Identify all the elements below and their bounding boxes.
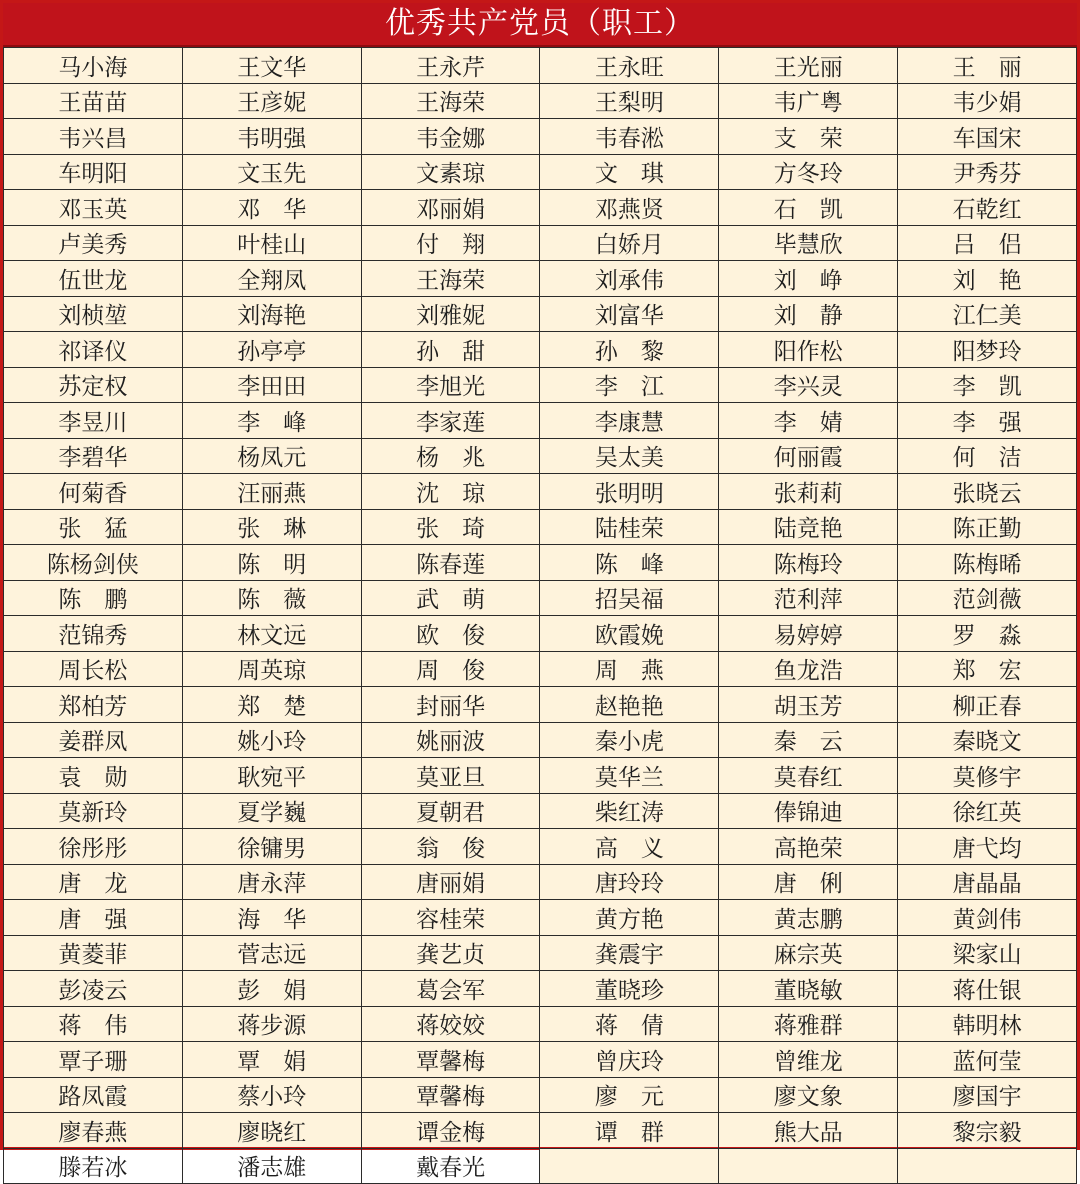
table-row [4, 83, 1077, 119]
name-cell: 夏朝君 [361, 793, 540, 829]
name-cell: 董晓珍 [540, 971, 719, 1007]
name-cell: 李康慧 [540, 403, 719, 439]
empty-cell [719, 1148, 898, 1184]
table-row [4, 1148, 1077, 1184]
name-cell: 车明阳 [4, 154, 183, 190]
name-cell: 刘海艳 [182, 296, 361, 332]
name-cell: 陈 鹏 [4, 580, 183, 616]
name-cell: 姚小玲 [182, 722, 361, 758]
table-row [4, 225, 1077, 261]
name-cell: 鱼龙浩 [719, 651, 898, 687]
name-cell: 孙 甜 [361, 332, 540, 368]
name-cell: 徐镛男 [182, 829, 361, 865]
name-cell: 李兴灵 [719, 367, 898, 403]
name-cell: 耿宛平 [182, 758, 361, 794]
name-cell: 李家莲 [361, 403, 540, 439]
table-row [4, 261, 1077, 297]
table-row [4, 935, 1077, 971]
name-cell: 周 燕 [540, 651, 719, 687]
name-cell: 张 琦 [361, 509, 540, 545]
name-cell: 王苗苗 [4, 83, 183, 119]
table-row [4, 758, 1077, 794]
name-cell: 彭凌云 [4, 971, 183, 1007]
name-cell: 文素琼 [361, 154, 540, 190]
name-cell: 何菊香 [4, 474, 183, 510]
name-cell: 唐弋均 [898, 829, 1077, 865]
name-cell: 王永芹 [361, 48, 540, 84]
table-row [4, 190, 1077, 226]
name-cell: 伍世龙 [4, 261, 183, 297]
name-cell: 郑柏芳 [4, 687, 183, 723]
name-cell: 李 凯 [898, 367, 1077, 403]
name-cell: 覃馨梅 [361, 1042, 540, 1078]
name-cell: 李 强 [898, 403, 1077, 439]
name-cell: 邓丽娟 [361, 190, 540, 226]
name-cell: 王永旺 [540, 48, 719, 84]
name-cell: 郑 楚 [182, 687, 361, 723]
name-cell: 滕若冰 [4, 1148, 183, 1184]
name-cell: 李 婧 [719, 403, 898, 439]
table-row [4, 403, 1077, 439]
name-cell: 王彦妮 [182, 83, 361, 119]
name-cell: 秦晓文 [898, 722, 1077, 758]
table-row [4, 119, 1077, 155]
name-cell: 王 丽 [898, 48, 1077, 84]
name-cell: 韦少娟 [898, 83, 1077, 119]
table-row [4, 154, 1077, 190]
name-cell: 白娇月 [540, 225, 719, 261]
name-cell: 李 峰 [182, 403, 361, 439]
table-row [4, 474, 1077, 510]
name-cell: 覃馨梅 [361, 1077, 540, 1113]
name-cell: 戴春光 [361, 1148, 540, 1184]
name-cell: 招吴福 [540, 580, 719, 616]
name-cell: 龚艺贞 [361, 935, 540, 971]
name-cell: 江仁美 [898, 296, 1077, 332]
table-row [4, 829, 1077, 865]
table-row [4, 367, 1077, 403]
name-cell: 陈梅晞 [898, 545, 1077, 581]
table-row [4, 48, 1077, 84]
name-cell: 海 华 [182, 900, 361, 936]
name-cell: 刘 峥 [719, 261, 898, 297]
name-cell: 覃 娟 [182, 1042, 361, 1078]
name-cell: 高艳荣 [719, 829, 898, 865]
name-cell: 韦金娜 [361, 119, 540, 155]
name-cell: 唐 强 [4, 900, 183, 936]
table-row [4, 545, 1077, 581]
name-cell: 林文远 [182, 616, 361, 652]
name-cell: 俸锦迪 [719, 793, 898, 829]
name-cell: 何 洁 [898, 438, 1077, 474]
name-cell: 唐永萍 [182, 864, 361, 900]
table-row [4, 1077, 1077, 1113]
name-cell: 韦明强 [182, 119, 361, 155]
table-row [4, 438, 1077, 474]
name-cell: 曾维龙 [719, 1042, 898, 1078]
name-cell: 张晓云 [898, 474, 1077, 510]
name-cell: 文 琪 [540, 154, 719, 190]
name-cell: 范锦秀 [4, 616, 183, 652]
name-cell: 陈 峰 [540, 545, 719, 581]
name-cell: 容桂荣 [361, 900, 540, 936]
name-cell: 王梨明 [540, 83, 719, 119]
name-cell: 石 凯 [719, 190, 898, 226]
name-cell: 刘雅妮 [361, 296, 540, 332]
name-cell: 陈 明 [182, 545, 361, 581]
name-cell: 吕 侣 [898, 225, 1077, 261]
name-cell: 陈春莲 [361, 545, 540, 581]
name-cell: 翁 俊 [361, 829, 540, 865]
name-cell: 王海荣 [361, 83, 540, 119]
name-cell: 唐玲玲 [540, 864, 719, 900]
name-cell: 范剑薇 [898, 580, 1077, 616]
name-cell: 麻宗英 [719, 935, 898, 971]
name-cell: 李昱川 [4, 403, 183, 439]
name-cell: 刘 静 [719, 296, 898, 332]
name-cell: 菅志远 [182, 935, 361, 971]
name-cell: 夏学巍 [182, 793, 361, 829]
name-cell: 欧 俊 [361, 616, 540, 652]
name-cell: 王海荣 [361, 261, 540, 297]
list-title: 优秀共产党员（职工） [3, 3, 1077, 47]
name-cell: 王文华 [182, 48, 361, 84]
name-cell: 罗 淼 [898, 616, 1077, 652]
name-cell: 周长松 [4, 651, 183, 687]
name-cell: 廖文象 [719, 1077, 898, 1113]
name-cell: 韦广粤 [719, 83, 898, 119]
name-cell: 张明明 [540, 474, 719, 510]
name-cell: 石乾红 [898, 190, 1077, 226]
name-cell: 陈梅玲 [719, 545, 898, 581]
name-cell: 邓燕贤 [540, 190, 719, 226]
name-cell: 秦小虎 [540, 722, 719, 758]
name-cell: 全翔凤 [182, 261, 361, 297]
table-row [4, 900, 1077, 936]
name-cell: 蒋 倩 [540, 1006, 719, 1042]
name-cell: 李田田 [182, 367, 361, 403]
name-cell: 车国宋 [898, 119, 1077, 155]
name-cell: 黄剑伟 [898, 900, 1077, 936]
name-cell: 郑 宏 [898, 651, 1077, 687]
name-cell: 廖 元 [540, 1077, 719, 1113]
name-cell: 路凤霞 [4, 1077, 183, 1113]
name-cell: 徐红英 [898, 793, 1077, 829]
name-cell: 蒋雅群 [719, 1006, 898, 1042]
name-cell: 胡玉芳 [719, 687, 898, 723]
name-cell: 苏定权 [4, 367, 183, 403]
name-cell: 祁译仪 [4, 332, 183, 368]
name-cell: 姚丽波 [361, 722, 540, 758]
name-cell: 唐 俐 [719, 864, 898, 900]
name-cell: 阳作松 [719, 332, 898, 368]
table-row [4, 509, 1077, 545]
name-cell: 何丽霞 [719, 438, 898, 474]
name-cell: 谭金梅 [361, 1113, 540, 1149]
name-cell: 赵艳艳 [540, 687, 719, 723]
name-cell: 陆桂荣 [540, 509, 719, 545]
name-cell: 谭 群 [540, 1113, 719, 1149]
name-cell: 付 翔 [361, 225, 540, 261]
table-row [4, 1006, 1077, 1042]
name-cell: 高 义 [540, 829, 719, 865]
name-cell: 蓝何莹 [898, 1042, 1077, 1078]
name-cell: 李旭光 [361, 367, 540, 403]
name-cell: 柳正春 [898, 687, 1077, 723]
name-cell: 姜群凤 [4, 722, 183, 758]
name-cell: 封丽华 [361, 687, 540, 723]
table-row [4, 580, 1077, 616]
name-cell: 黄志鹏 [719, 900, 898, 936]
name-cell: 彭 娟 [182, 971, 361, 1007]
name-cell: 邓 华 [182, 190, 361, 226]
name-cell: 黎宗毅 [898, 1113, 1077, 1149]
name-cell: 汪丽燕 [182, 474, 361, 510]
name-cell: 阳梦玲 [898, 332, 1077, 368]
name-cell: 熊大品 [719, 1113, 898, 1149]
name-cell: 杨凤元 [182, 438, 361, 474]
name-cell: 范利萍 [719, 580, 898, 616]
name-cell: 文玉先 [182, 154, 361, 190]
name-cell: 毕慧欣 [719, 225, 898, 261]
name-cell: 陈正勤 [898, 509, 1077, 545]
name-cell: 潘志雄 [182, 1148, 361, 1184]
table-row [4, 296, 1077, 332]
name-cell: 徐彤彤 [4, 829, 183, 865]
name-cell: 廖国宇 [898, 1077, 1077, 1113]
name-cell: 廖晓红 [182, 1113, 361, 1149]
name-cell: 蒋姣姣 [361, 1006, 540, 1042]
empty-cell [540, 1148, 719, 1184]
name-cell: 孙 黎 [540, 332, 719, 368]
name-cell: 唐 龙 [4, 864, 183, 900]
name-cell: 尹秀芬 [898, 154, 1077, 190]
name-cell: 支 荣 [719, 119, 898, 155]
name-cell: 葛会军 [361, 971, 540, 1007]
name-cell: 沈 琼 [361, 474, 540, 510]
name-cell: 韩明林 [898, 1006, 1077, 1042]
table-row [4, 616, 1077, 652]
name-cell: 刘桢堃 [4, 296, 183, 332]
name-cell: 蒋仕银 [898, 971, 1077, 1007]
name-cell: 莫新玲 [4, 793, 183, 829]
name-cell: 欧霞娩 [540, 616, 719, 652]
name-cell: 蔡小玲 [182, 1077, 361, 1113]
name-cell: 袁 勋 [4, 758, 183, 794]
name-cell: 蒋 伟 [4, 1006, 183, 1042]
name-cell: 莫华兰 [540, 758, 719, 794]
table-row [4, 864, 1077, 900]
name-cell: 陆竞艳 [719, 509, 898, 545]
name-cell: 龚震宇 [540, 935, 719, 971]
name-cell: 黄方艳 [540, 900, 719, 936]
name-cell: 陈 薇 [182, 580, 361, 616]
table-row [4, 1042, 1077, 1078]
name-cell: 邓玉英 [4, 190, 183, 226]
name-cell: 柴红涛 [540, 793, 719, 829]
name-cell: 梁家山 [898, 935, 1077, 971]
table-row [4, 793, 1077, 829]
name-cell: 黄菱菲 [4, 935, 183, 971]
name-cell: 吴太美 [540, 438, 719, 474]
name-cell: 方冬玲 [719, 154, 898, 190]
name-cell: 刘富华 [540, 296, 719, 332]
name-cell: 刘 艳 [898, 261, 1077, 297]
table-row [4, 1113, 1077, 1149]
name-cell: 秦 云 [719, 722, 898, 758]
name-cell: 韦春淞 [540, 119, 719, 155]
name-cell: 李 江 [540, 367, 719, 403]
empty-cell [898, 1148, 1077, 1184]
name-cell: 孙亭亭 [182, 332, 361, 368]
name-cell: 曾庆玲 [540, 1042, 719, 1078]
name-cell: 马小海 [4, 48, 183, 84]
name-cell: 莫亚旦 [361, 758, 540, 794]
name-cell: 莫修宇 [898, 758, 1077, 794]
name-cell: 韦兴昌 [4, 119, 183, 155]
name-cell: 易婷婷 [719, 616, 898, 652]
name-cell: 王光丽 [719, 48, 898, 84]
name-cell: 周 俊 [361, 651, 540, 687]
name-cell: 叶桂山 [182, 225, 361, 261]
name-cell: 蒋步源 [182, 1006, 361, 1042]
name-cell: 唐晶晶 [898, 864, 1077, 900]
name-cell: 陈杨剑侠 [4, 545, 183, 581]
name-cell: 董晓敏 [719, 971, 898, 1007]
table-row [4, 651, 1077, 687]
name-cell: 莫春红 [719, 758, 898, 794]
name-cell: 李碧华 [4, 438, 183, 474]
name-cell: 廖春燕 [4, 1113, 183, 1149]
name-cell: 张 琳 [182, 509, 361, 545]
name-cell: 周英琼 [182, 651, 361, 687]
names-table [3, 47, 1077, 1184]
table-row [4, 722, 1077, 758]
name-cell: 杨 兆 [361, 438, 540, 474]
table-row [4, 332, 1077, 368]
name-cell: 唐丽娟 [361, 864, 540, 900]
name-cell: 刘承伟 [540, 261, 719, 297]
name-cell: 卢美秀 [4, 225, 183, 261]
name-cell: 张 猛 [4, 509, 183, 545]
name-cell: 武 萌 [361, 580, 540, 616]
table-row [4, 971, 1077, 1007]
names-table-body [4, 48, 1077, 1184]
name-cell: 张莉莉 [719, 474, 898, 510]
table-row [4, 687, 1077, 723]
name-cell: 覃子珊 [4, 1042, 183, 1078]
